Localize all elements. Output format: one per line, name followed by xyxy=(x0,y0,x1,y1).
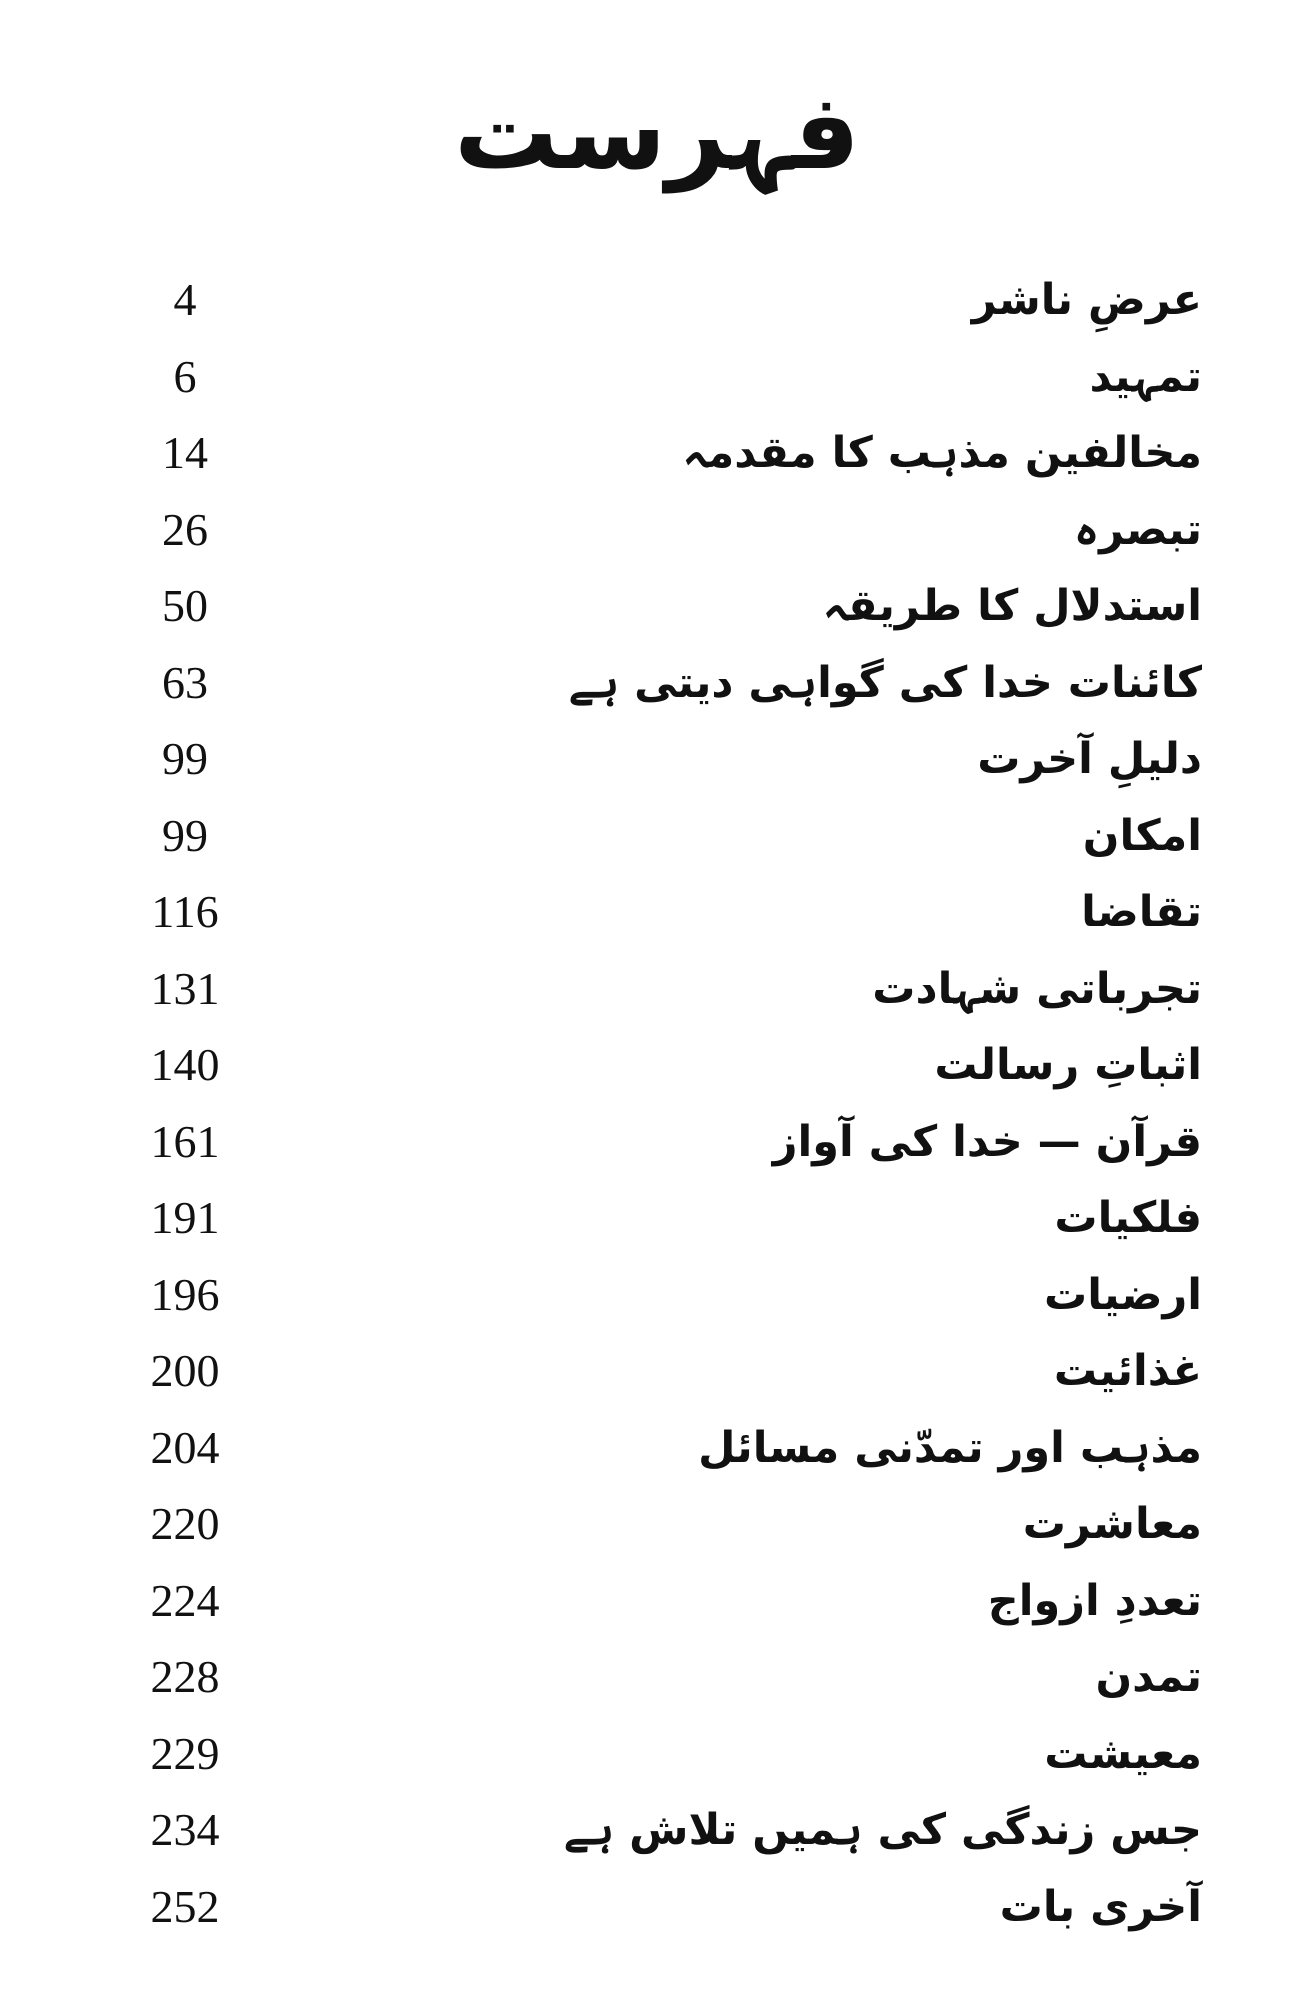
toc-entry-title: تمہید xyxy=(1089,351,1202,402)
toc-row xyxy=(0,1104,1314,1181)
toc-page-number: 191 xyxy=(150,1192,220,1243)
toc-row xyxy=(0,1027,1314,1104)
toc-entry-title: آخری بات xyxy=(999,1881,1202,1932)
toc-page-number: 131 xyxy=(150,962,220,1014)
toc-entry-title: امکان xyxy=(1082,810,1202,861)
toc-entry-title: جس زندگی کی ہمیں تلاش ہے xyxy=(563,1805,1202,1855)
toc-page-number: 6 xyxy=(173,350,197,402)
toc-entry-title: استدلال کا طریقہ xyxy=(822,581,1202,631)
toc-row xyxy=(0,1333,1314,1410)
toc-row xyxy=(0,1792,1314,1869)
toc-entry-title: معیشت xyxy=(1044,1728,1202,1779)
toc-entry-title: کائنات خدا کی گواہی دیتی ہے xyxy=(568,657,1202,708)
toc-page-number: 228 xyxy=(150,1651,220,1702)
toc-page-number: 252 xyxy=(150,1880,220,1932)
toc-page-number: 26 xyxy=(162,503,208,555)
toc-entry-title: دلیلِ آخرت xyxy=(977,734,1202,784)
toc-row xyxy=(0,339,1314,416)
toc-entry-title: تبصرہ xyxy=(1073,504,1202,555)
toc-row xyxy=(0,1716,1314,1793)
toc-row xyxy=(0,721,1314,798)
toc-page-number: 229 xyxy=(150,1727,220,1779)
toc-row xyxy=(0,1563,1314,1640)
toc-page-number: 50 xyxy=(162,580,208,631)
toc-page-number: 99 xyxy=(162,809,208,861)
toc-entry-title: معاشرت xyxy=(1022,1499,1202,1549)
toc-page-number: 234 xyxy=(150,1804,220,1855)
toc-entry-title: تعددِ ازواج xyxy=(987,1575,1202,1626)
toc-row xyxy=(0,874,1314,951)
toc-row xyxy=(0,262,1314,339)
toc-page-number: 99 xyxy=(162,733,208,784)
toc-page-number: 14 xyxy=(162,427,208,478)
toc-entry-title: اثباتِ رسالت xyxy=(934,1040,1202,1090)
toc-row xyxy=(0,1180,1314,1257)
toc-page-number: 4 xyxy=(173,274,197,325)
toc-entry-title: تجرباتی شہادت xyxy=(872,963,1202,1014)
toc-page-number: 224 xyxy=(150,1574,220,1626)
toc-row xyxy=(0,415,1314,492)
toc-page-number: 196 xyxy=(150,1268,220,1320)
toc-page-number: 140 xyxy=(150,1039,220,1090)
toc-page-number: 220 xyxy=(150,1498,220,1549)
toc-page-number: 161 xyxy=(150,1115,220,1167)
toc-row xyxy=(0,1257,1314,1334)
toc-row xyxy=(0,951,1314,1028)
page-title: فہرست xyxy=(453,71,861,193)
toc-page-number: 116 xyxy=(151,886,219,937)
toc-row xyxy=(0,1639,1314,1716)
toc-row xyxy=(0,492,1314,569)
toc-entry-title: ارضیات xyxy=(1044,1269,1202,1320)
toc-entry-title: مخالفین مذہب کا مقدمہ xyxy=(682,428,1202,478)
table-of-contents xyxy=(0,262,1314,1945)
toc-entry-title: غذائیت xyxy=(1053,1346,1202,1396)
toc-entry-title: تمدن xyxy=(1095,1652,1202,1702)
toc-row xyxy=(0,798,1314,875)
toc-page-number: 204 xyxy=(150,1421,220,1473)
toc-entry-title: فلکیات xyxy=(1054,1193,1202,1243)
toc-entry-title: تقاضا xyxy=(1081,887,1202,937)
toc-row xyxy=(0,1486,1314,1563)
toc-page-number: 63 xyxy=(162,656,208,708)
toc-page-number: 200 xyxy=(150,1345,220,1396)
toc-row xyxy=(0,645,1314,722)
toc-row xyxy=(0,1410,1314,1487)
toc-row xyxy=(0,1869,1314,1946)
toc-entry-title: قرآن — خدا کی آواز xyxy=(772,1116,1202,1167)
toc-entry-title: عرضِ ناشر xyxy=(971,275,1202,325)
toc-entry-title: مذہب اور تمدّنی مسائل xyxy=(698,1422,1202,1473)
toc-row xyxy=(0,568,1314,645)
